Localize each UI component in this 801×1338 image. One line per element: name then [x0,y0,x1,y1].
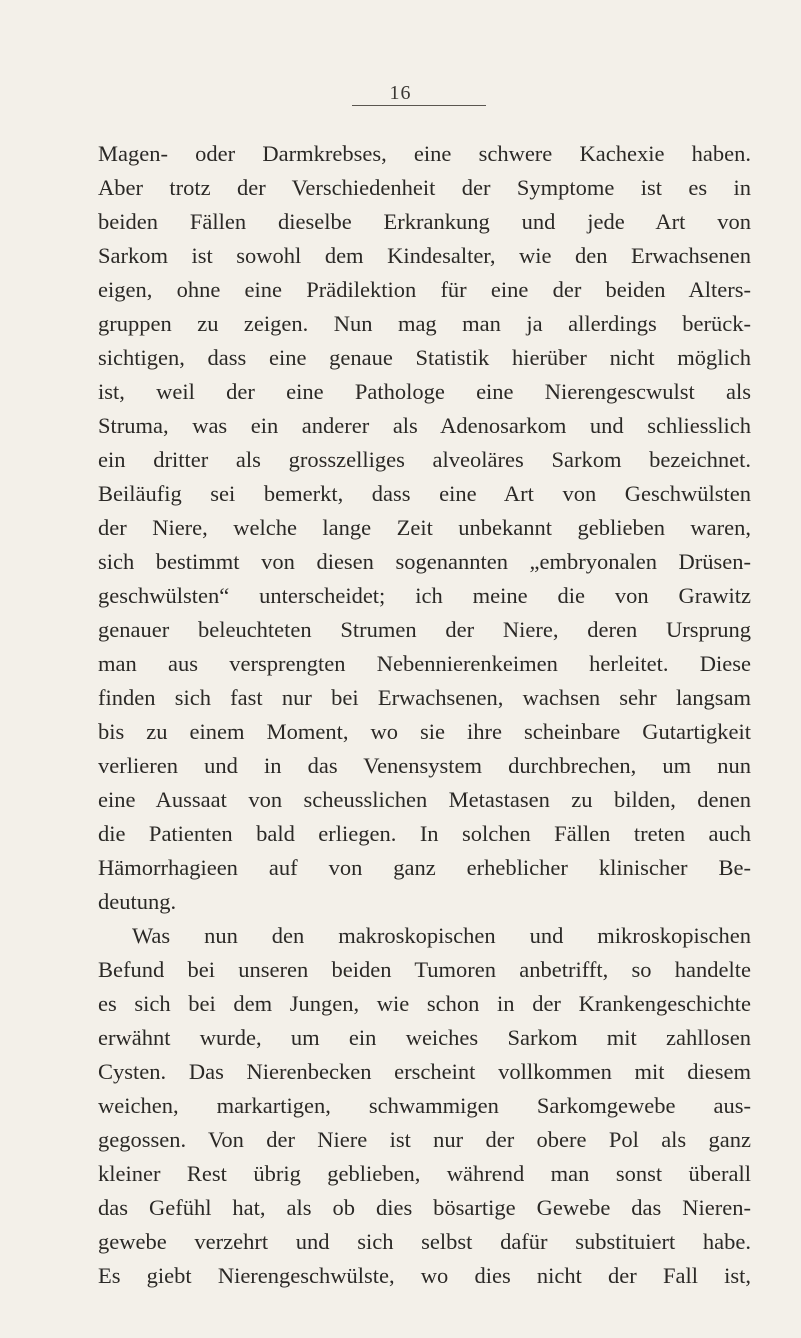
text-line: genauer beleuchteten Strumen der Niere, deren Ursprung [98,617,751,642]
text-line: eigen, ohne eine Prädilektion für eine der beiden Alters- [98,277,751,302]
text-line: Struma, was ein anderer als Adenosarkom und schliesslich [98,413,751,438]
text-line: ein dritter als grosszelliges alveoläres Sarkom bezeichnet. [98,447,751,472]
text-line: erwähnt wurde, um ein weiches Sarkom mit zahllosen [98,1025,751,1050]
text-line: deutung. [98,889,177,914]
paragraph-2 [98,919,751,1293]
text-line: weichen, markartigen, schwammigen Sarkomgewebe aus- [98,1093,751,1118]
text-line: Magen- oder Darmkrebses, eine schwere Kachexie haben. [98,141,751,166]
text-line: man aus versprengten Nebennierenkeimen herleitet. Diese [98,651,751,676]
text-line: gewebe verzehrt und sich selbst dafür substituiert habe. [98,1229,751,1254]
text-line: Es giebt Nierengeschwülste, wo dies nicht der Fall ist, [98,1263,751,1288]
text-line: sichtigen, dass eine genaue Statistik hierüber nicht möglich [98,345,751,370]
text-line: gegossen. Von der Niere ist nur der obere Pol als ganz [98,1127,751,1152]
text-line: gruppen zu zeigen. Nun mag man ja allerdings berück- [98,311,751,336]
text-line: die Patienten bald erliegen. In solchen Fällen treten auch [98,821,751,846]
header-rule [352,105,486,106]
text-line: das Gefühl hat, als ob dies bösartige Gewebe das Nieren- [98,1195,751,1220]
body-text [98,137,751,1293]
text-line: finden sich fast nur bei Erwachsenen, wachsen sehr langsam [98,685,751,710]
text-line: Beiläufig sei bemerkt, dass eine Art von Geschwülsten [98,481,751,506]
text-line: der Niere, welche lange Zeit unbekannt geblieben waren, [98,515,751,540]
text-line: Aber trotz der Verschiedenheit der Symptome ist es in [98,175,751,200]
text-line: Hämorrhagieen auf von ganz erheblicher klinischer Be- [98,855,751,880]
text-line: Befund bei unseren beiden Tumoren anbetrifft, so handelte [98,957,751,982]
text-line: geschwülsten“ unterscheidet; ich meine die von Grawitz [98,583,751,608]
text-line: bis zu einem Moment, wo sie ihre scheinbare Gutartigkeit [98,719,751,744]
text-line: Sarkom ist sowohl dem Kindesalter, wie den Erwachsenen [98,243,751,268]
text-line: ist, weil der eine Pathologe eine Nierengescwulst als [98,379,751,404]
text-line: sich bestimmt von diesen sogenannten „embryonalen Drüsen- [98,549,751,574]
text-line: beiden Fällen dieselbe Erkrankung und jede Art von [98,209,751,234]
paragraph-1 [98,137,751,919]
text-line: es sich bei dem Jungen, wie schon in der Krankengeschichte [98,991,751,1016]
text-line: eine Aussaat von scheusslichen Metastasen zu bilden, denen [98,787,751,812]
text-line: Was nun den makroskopischen und mikroskopischen [132,923,751,948]
text-line: verlieren und in das Venensystem durchbrechen, um nun [98,753,751,778]
text-line: Cysten. Das Nierenbecken erscheint vollkommen mit diesem [98,1059,751,1084]
text-line: kleiner Rest übrig geblieben, während man sonst überall [98,1161,751,1186]
page-number: 16 [389,82,412,104]
